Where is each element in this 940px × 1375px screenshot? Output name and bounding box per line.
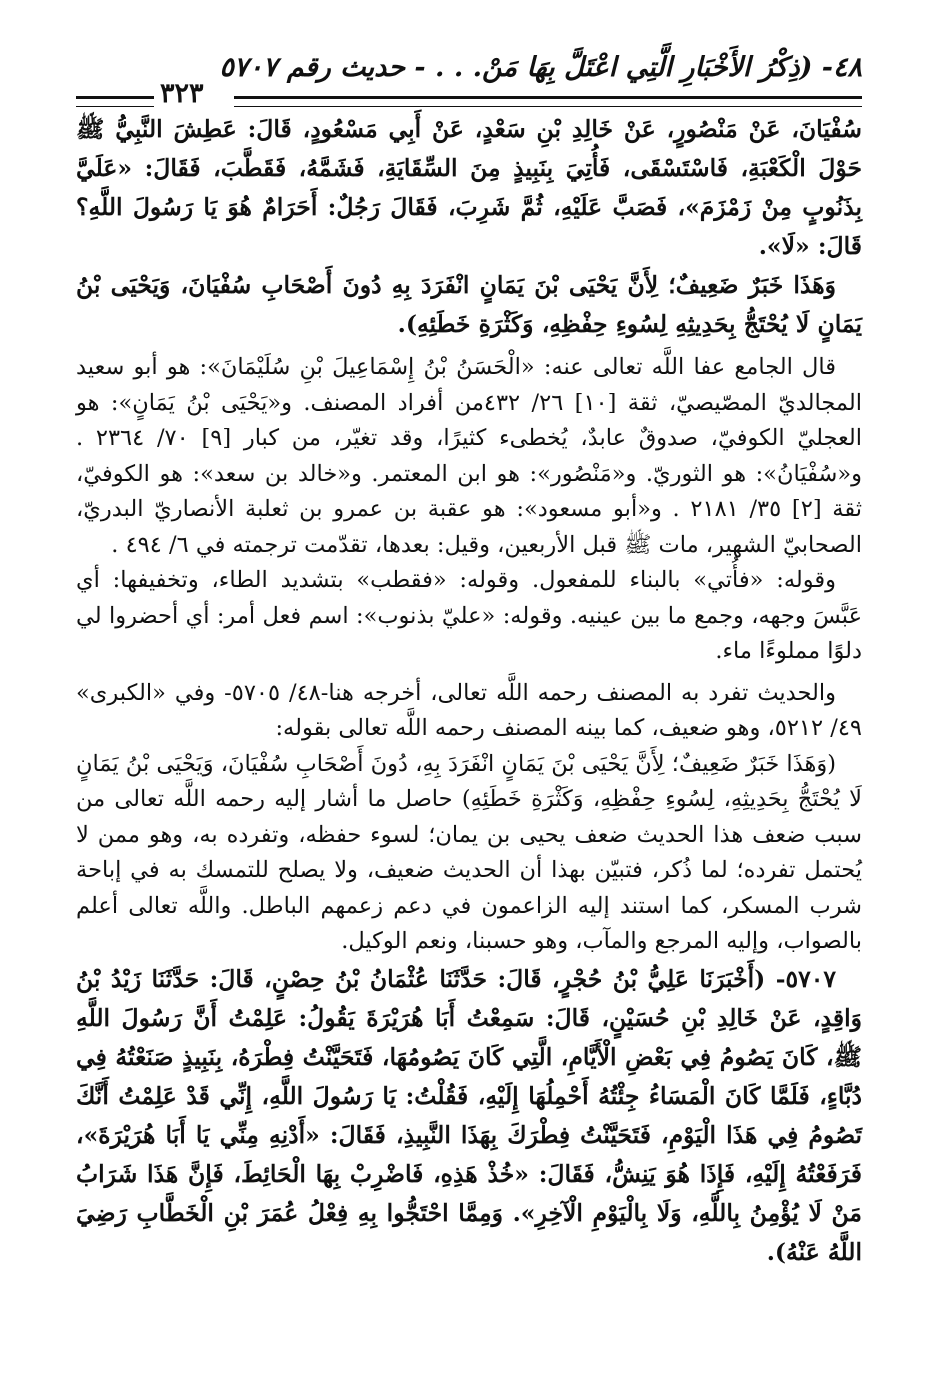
vocabulary-commentary: وقوله: «فأُتي» بالبناء للمفعول. وقوله: «فقطب» بتشديد الطاء، وتخفيفها: أي عَبَّسَ وجهه، وجمع ما بين عينيه. وقوله: «عليّ بذنوب»: اسم فعل أمر: أي أحضروا لي دلوًا مملوءًا ماء. [76,567,862,664]
page-header [76,52,862,109]
hadith-text-continuation: سُفْيَانَ، عَنْ مَنْصُورٍ، عَنْ خَالِدِ بْنِ سَعْدٍ، عَنْ أَبِي مَسْعُودٍ، قَالَ: عَطِشَ النَّبِيُّ ﷺ حَوْلَ الْكَعْبَةِ، فَاسْتَسْقَى، فَأُتِيَ بِنَبِيذٍ مِنَ السِّقَايَةِ، فَشَمَّهُ، فَقَطَّبَ، فَقَالَ: «عَلَيَّ بِذَنُوبٍ مِنْ زَمْزَمَ»، فَصَبَّ عَلَيْهِ، ثُمَّ شَرِبَ، فَقَالَ رَجُلٌ: أَحَرَامٌ هُوَ يَا رَسُولَ اللَّهِ؟ قَالَ: «لَا». [76,115,862,260]
author-grading-note: وَهَذَا خَبَرٌ ضَعِيفٌ؛ لِأَنَّ يَحْيَى بْنَ يَمَانٍ انْفَرَدَ بِهِ دُونَ أَصْحَابِ سُفْيَانَ، وَيَحْيَى بْنُ يَمَانٍ لَا يُحْتَجُّ بِحَدِيثِهِ لِسُوءِ حِفْظِهِ، وَكَثْرَةِ خَطَئِهِ). [76,271,862,338]
running-title: ٤٨- (ذِكْرُ الأَخْبَارِ الَّتِي اعْتَلَّ بِهَا مَنْ. . . - حديث رقم ٥٧٠٧ [219,52,862,83]
weakness-explanation: (وَهَذَا خَبَرٌ ضَعِيفٌ؛ لِأَنَّ يَحْيَى بْنَ يَمَانٍ انْفَرَدَ بِهِ، دُونَ أَصْحَابِ سُفْيَانَ، وَيَحْيَى بْنُ يَمَانٍ لَا يُحْتَجُّ بِحَدِيثِهِ، لِسُوءِ حِفْظِهِ، وَكَثْرَةِ خَطَئِهِ) حاصل ما أشار إليه رحمه اللَّه تعالى من سبب ضعف هذا الحديث ضعف يحيى بن يمان؛ لسوء حفظه، وتفرده به، وهو ممن لا يُحتمل تفرده؛ لما ذُكر، فتبيّن بهذا أن الحديث ضعيف، ولا يصلح للتمسك به في إباحة شرب المسكر، كما استند إليه الزاعمون في دعم زعمهم الباطل. واللَّه تعالى أعلم بالصواب، وإليه المرجع والمآب، وهو حسبنا، ونعم الوكيل. [76,750,862,954]
page-body [76,110,862,1272]
narrators-commentary: قال الجامع عفا اللَّه تعالى عنه: «الْحَسَنُ بْنُ إِسْمَاعِيلَ بْنِ سُلَيْمَانَ»: هو أبو سعيد المجالديّ المصّيصيّ، ثقة [١٠] ٢٦/ ٤٣٢من أفراد المصنف. و«يَحْيَى بْنُ يَمَانٍ»: هو العجليّ الكوفيّ، صدوقٌ عابدٌ، يُخطىء كثيرًا، وقد تغيّر، من كبار [٩] ٧٠/ ٢٣٦٤ . و«سُفْيَانُ»: هو الثوريّ. و«مَنْصُور»: هو ابن المعتمر. و«خالد بن سعد»: هو الكوفيّ، ثقة [٢] ٣٥/ ٢١٨١ . و«أبو مسعود»: هو عقبة بن عمرو بن ثعلبة الأنصاريّ البدريّ، الصحابيّ الشهير، مات ﷺ قبل الأربعين، وقيل: بعدها، تقدّمت ترجمته في ٦/ ٤٩٤ . [76,354,863,558]
page-number: ٣٢٣ [160,78,204,109]
takhrij-commentary: والحديث تفرد به المصنف رحمه اللَّه تعالى، أخرجه هنا-٤٨/ ٥٧٠٥- وفي «الكبرى» ٤٩/ ٥٢١٢، وهو ضعيف، كما بينه المصنف رحمه اللَّه تعالى بقوله: [76,679,862,741]
hadith-5707-text: ٥٧٠٧- (أَخْبَرَنَا عَلِيُّ بْنُ حُجْرٍ، قَالَ: حَدَّثَنَا عُثْمَانُ بْنُ حِصْنٍ، قَالَ: حَدَّثَنَا زَيْدُ بْنُ وَاقِدٍ، عَنْ خَالِدِ بْنِ حُسَيْنٍ، قَالَ: سَمِعْتُ أَبَا هُرَيْرَةَ يَقُولُ: عَلِمْتُ أَنَّ رَسُولَ اللَّهِ ﷺ، كَانَ يَصُومُ فِي بَعْضِ الْأَيَّامِ، الَّتِي كَانَ يَصُومُهَا، فَتَحَيَّنْتُ فِطْرَهُ، بِنَبِيذٍ صَنَعْتُهُ فِي دُبَّاءٍ، فَلَمَّا كَانَ الْمَسَاءُ جِئْتُهُ أَحْمِلُهَا إِلَيْهِ، فَقُلْتُ: يَا رَسُولَ اللَّهِ، إِنِّي قَدْ عَلِمْتُ أَنَّكَ تَصُومُ فِي هَذَا الْيَوْمِ، فَتَحَيَّنْتُ فِطْرَكَ بِهَذَا النَّبِيذِ، فَقَالَ: «أَدْنِهِ مِنِّي يَا أَبَا هُرَيْرَةَ»، فَرَفَعْتُهُ إِلَيْهِ، فَإِذَا هُوَ يَنِشُّ، فَقَالَ: «خُذْ هَذِهِ، فَاضْرِبْ بِهَا الْحَائِطَ، فَإِنَّ هَذَا شَرَابُ مَنْ لَا يُؤْمِنُ بِاللَّهِ، وَلَا بِالْيَوْمِ الْآخِرِ». وَمِمَّا احْتَجُّوا بِهِ فِعْلُ عُمَرَ بْنِ الْخَطَّابِ رَضِيَ اللَّهُ عَنْهُ). [76,964,862,1266]
header-rule-left [76,96,154,107]
header-rule [234,96,862,107]
